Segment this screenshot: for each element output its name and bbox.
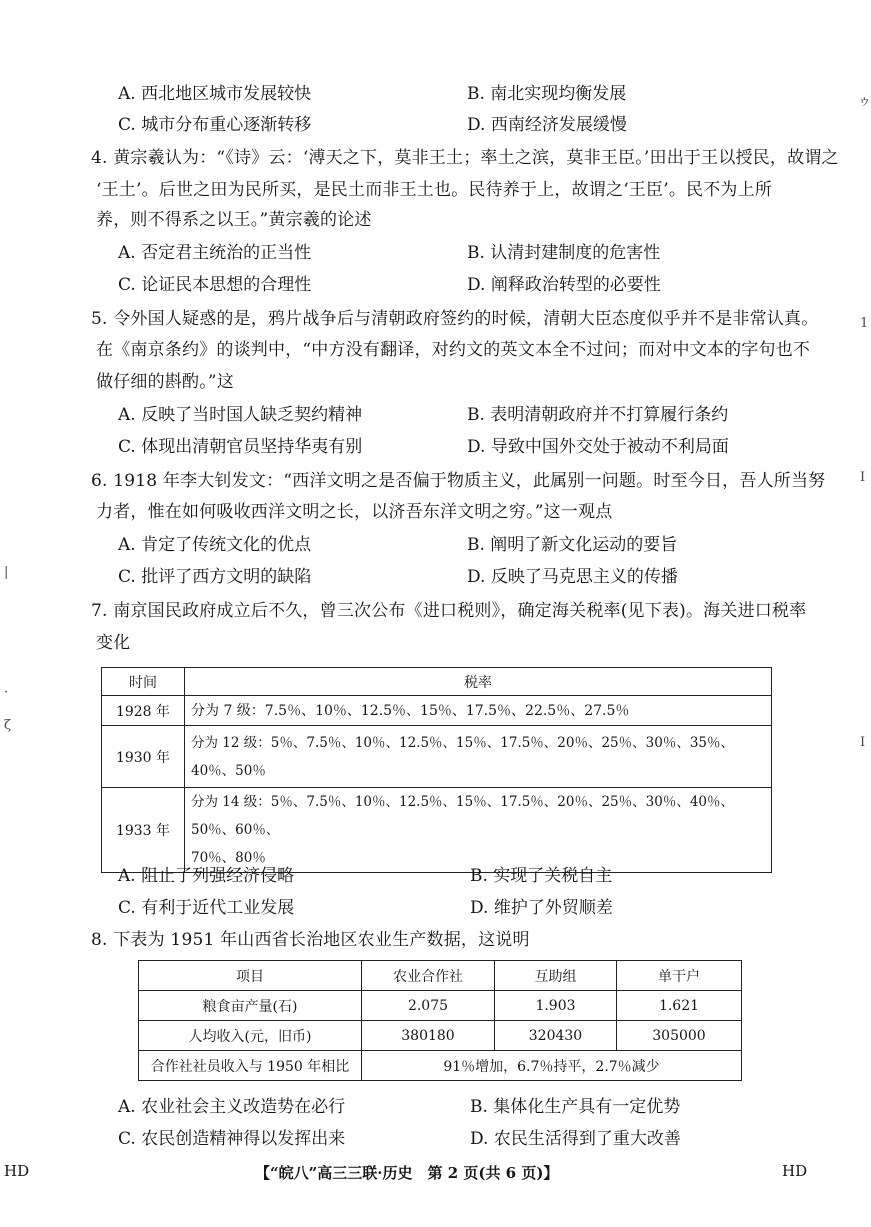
margin-artifact: I (860, 735, 866, 750)
agriculture-table (138, 960, 742, 1081)
tariff-table (101, 667, 772, 873)
margin-artifact: I (860, 470, 866, 485)
q6-option-b: B. 阐明了新文化运动的要旨 (467, 535, 678, 555)
q8-option-c: C. 农民创造精神得以发挥出来 (118, 1129, 346, 1149)
table-header-row (139, 961, 742, 991)
q4-option-c: C. 论证民本思想的合理性 (118, 275, 312, 295)
q8-option-a: A. 农业社会主义改造势在必行 (118, 1097, 346, 1117)
q4-stem-line-3: 养，则不得系之以王。”黄宗羲的论述 (96, 210, 372, 230)
q3-option-a: A. 西北地区城市发展较快 (118, 84, 312, 104)
header-coop: 农业合作社 (362, 961, 495, 991)
header-item: 项目 (139, 961, 362, 991)
header-individual: 单干户 (617, 961, 742, 991)
q7-option-a: A. 阻止了列强经济侵略 (118, 866, 295, 886)
row-cell: 305000 (617, 1021, 742, 1051)
table-row (139, 1051, 742, 1081)
row-time: 1930 年 (102, 726, 185, 788)
row-time: 1933 年 (102, 788, 185, 873)
header-time: 时间 (102, 668, 185, 696)
q5-stem-line-3: 做仔细的斟酌。”这 (96, 372, 234, 392)
row-cell: 380180 (362, 1021, 495, 1051)
row-label: 人均收入(元，旧币) (139, 1021, 362, 1051)
row-time: 1928 年 (102, 696, 185, 726)
q4-option-a: A. 否定君主统治的正当性 (118, 243, 312, 263)
row-cell: 320430 (495, 1021, 617, 1051)
q3-option-b: B. 南北实现均衡发展 (467, 84, 627, 104)
row-cell: 1.621 (617, 991, 742, 1021)
q6-option-d: D. 反映了马克思主义的传播 (467, 567, 678, 587)
row-cell: 1.903 (495, 991, 617, 1021)
q6-stem-line-1: 6. 1918 年李大钊发文：“西洋文明之是否偏于物质主义，此属别一问题。时至今日，吾人所当努 (91, 471, 826, 491)
row-rate: 分为 7 级：7.5％、10％、12.5％、15％、17.5％、22.5％、27.5％ (185, 696, 772, 726)
rate-line: 分为 14 级：5％、7.5％、10％、12.5％、15％、17.5％、20％、25％、30％、40％、50％、60％、 (191, 794, 735, 838)
q3-option-c: C. 城市分布重心逐渐转移 (118, 115, 312, 135)
footer-right-mark: HD (782, 1162, 808, 1180)
margin-artifact: ゥ (858, 94, 871, 109)
q4-option-b: B. 认清封建制度的危害性 (467, 243, 661, 263)
q5-stem-line-1: 5. 令外国人疑惑的是，鸦片战争后与清朝政府签约的时候，清朝大臣态度似乎并不是非常认真。 (91, 309, 819, 329)
q5-option-b: B. 表明清朝政府并不打算履行条约 (467, 405, 729, 425)
footer-left-mark: HD (4, 1162, 30, 1180)
q4-stem-line-2: ‘王土’。后世之田为民所买，是民土而非王土也。民待养于上，故谓之‘王臣’。民不为上所 (96, 180, 773, 200)
margin-artifact: ζ (4, 718, 12, 733)
q6-option-a: A. 肯定了传统文化的优点 (118, 535, 312, 555)
q3-option-d: D. 西南经济发展缓慢 (467, 115, 627, 135)
q6-option-c: C. 批评了西方文明的缺陷 (118, 567, 312, 587)
q8-option-d: D. 农民生活得到了重大改善 (470, 1129, 681, 1149)
q5-option-c: C. 体现出清朝官员坚持华夷有别 (118, 437, 363, 457)
q7-stem-line-1: 7. 南京国民政府成立后不久，曾三次公布《进口税则》，确定海关税率(见下表)。海关进口税率 (91, 601, 807, 621)
table-row (102, 696, 772, 726)
q7-option-c: C. 有利于近代工业发展 (118, 898, 295, 918)
row-rate: 分为 12 级：5％、7.5％、10％、12.5％、15％、17.5％、20％、25％、30％、35％、40％、50％ (185, 726, 772, 788)
q7-stem-line-2: 变化 (96, 633, 131, 653)
row-cell-merged: 91％增加，6.7％持平，2.7％减少 (362, 1051, 742, 1081)
row-rate (185, 788, 772, 873)
rate-line: 70％、80％ (191, 850, 266, 866)
row-label: 粮食亩产量(石) (139, 991, 362, 1021)
q4-option-d: D. 阐释政治转型的必要性 (467, 275, 661, 295)
q5-option-a: A. 反映了当时国人缺乏契约精神 (118, 405, 363, 425)
margin-artifact: | (4, 565, 9, 580)
header-rate: 税率 (185, 668, 772, 696)
q7-option-d: D. 维护了外贸顺差 (470, 898, 613, 918)
q6-stem-line-2: 力者，惟在如何吸收西洋文明之长，以济吾东洋文明之穷。”这一观点 (96, 502, 613, 522)
table-header-row (102, 668, 772, 696)
header-mutual-aid: 互助组 (495, 961, 617, 991)
table-row (102, 788, 772, 873)
q8-stem: 8. 下表为 1951 年山西省长治地区农业生产数据，这说明 (91, 930, 530, 950)
q5-option-d: D. 导致中国外交处于被动不利局面 (467, 437, 729, 457)
row-cell: 2.075 (362, 991, 495, 1021)
margin-artifact: 1 (860, 316, 869, 331)
q7-option-b: B. 实现了关税自主 (470, 866, 613, 886)
q4-stem-line-1: 4. 黄宗羲认为：“《诗》云：‘溥天之下，莫非王土；率土之滨，莫非王臣。’田出于王以授民，故谓之 (91, 148, 839, 168)
row-label: 合作社社员收入与 1950 年相比 (139, 1051, 362, 1081)
q5-stem-line-2: 在《南京条约》的谈判中，“中方没有翻译，对约文的英文本全不过问；而对中文本的字句也不 (96, 340, 811, 360)
footer-page-info: 【“皖八”高三三联·历史 第 2 页(共 6 页)】 (255, 1164, 559, 1182)
table-row (139, 1021, 742, 1051)
margin-artifact: · (4, 685, 9, 700)
q8-option-b: B. 集体化生产具有一定优势 (470, 1097, 681, 1117)
table-row (102, 726, 772, 788)
table-row (139, 991, 742, 1021)
